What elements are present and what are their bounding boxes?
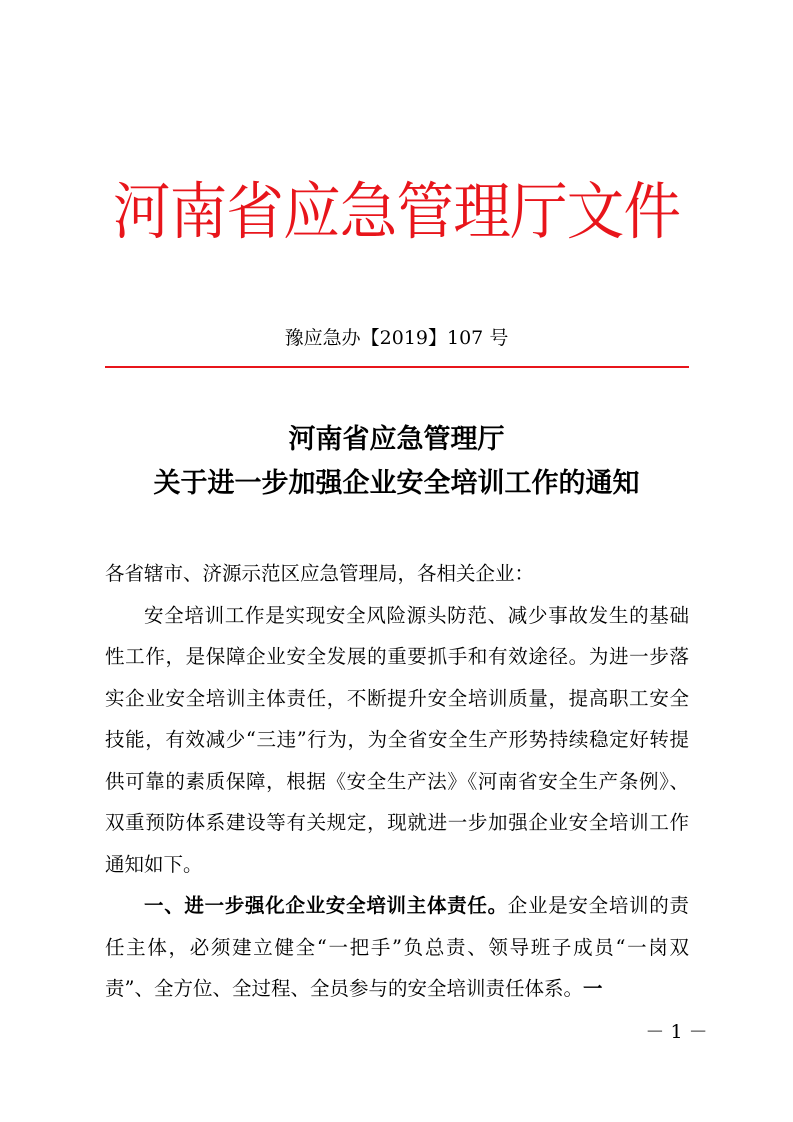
document-number: 豫应急办【2019】107 号 [284, 327, 509, 349]
salutation: 各省辖市、济源示范区应急管理局，各相关企业： [105, 562, 535, 585]
section-1-trailing: 一 [582, 977, 603, 1000]
document-title-line2: 关于进一步加强企业安全培训工作的通知 [153, 468, 640, 499]
section-1-heading: 一、进一步强化企业安全培训主体责任。 [144, 894, 508, 917]
page-number: － 1 － [645, 1021, 708, 1043]
document-title-line1: 河南省应急管理厅 [288, 424, 505, 455]
paragraph-section-1 [105, 885, 689, 1010]
document-body [105, 553, 689, 1010]
paragraph-1: 安全培训工作是实现安全风险源头防范、减少事故发生的基础性工作，是保障企业安全发展的重要抓手和有效途径。为进一步落实企业安全培训主体责任，不断提升安全培训质量，提高职工安全技能，有效减少“三违”行为，为全省安全生产形势持续稳定好转提供可靠的素质保障，根据《安全生产法》《河南省安全生产条例》、双重预防体系建设等有关规定，现就进一步加强企业安全培训工作通知如下。 [105, 603, 689, 876]
masthead-title: 河南省应急管理厅文件 [112, 175, 681, 248]
red-divider-line [105, 366, 689, 368]
section-1-text: 企业是安全培训的责任主体，必须建立健全“一把手”负总责、领导班子成员“一岗双责”、全方位、全过程、全员参与的安全培训责任体系。 [105, 894, 689, 1000]
